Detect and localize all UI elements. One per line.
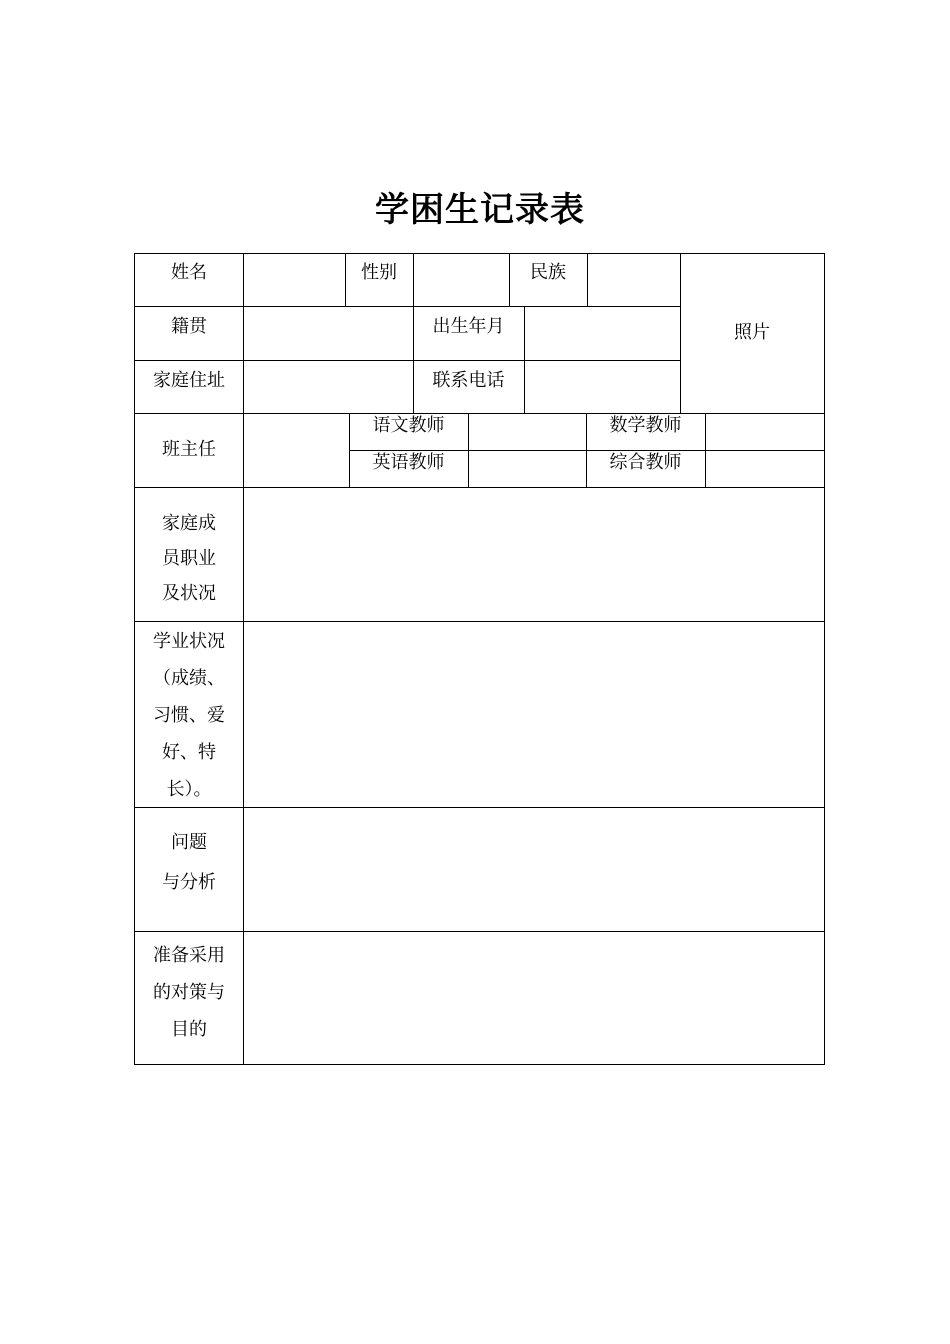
academic-label: 学业状况 （成绩、 习惯、爱 好、特 长）。	[153, 631, 225, 800]
math-teacher-field[interactable]	[706, 414, 824, 450]
hometown-label: 籍贯	[171, 316, 207, 337]
head-teacher-field[interactable]	[244, 414, 349, 487]
strategy-label: 准备采用 的对策与 目的	[153, 945, 225, 1040]
gender-field[interactable]	[414, 254, 509, 306]
general-teacher-field[interactable]	[706, 451, 824, 487]
photo-label: 照片	[734, 322, 770, 343]
ethnicity-field[interactable]	[588, 254, 680, 306]
problem-label: 问题 与分析	[162, 832, 216, 893]
phone-field[interactable]	[525, 361, 680, 413]
name-label: 姓名	[171, 262, 207, 283]
table-border-right	[824, 253, 825, 1065]
family-field[interactable]	[244, 488, 824, 621]
phone-label: 联系电话	[432, 370, 505, 391]
ethnicity-label: 民族	[530, 262, 566, 283]
birth-field[interactable]	[525, 307, 680, 360]
problem-field[interactable]	[244, 808, 824, 931]
head-teacher-label: 班主任	[162, 439, 216, 460]
academic-field[interactable]	[244, 622, 824, 807]
address-field[interactable]	[244, 361, 413, 413]
page-title: 学困生记录表	[375, 190, 585, 230]
chinese-teacher-field[interactable]	[469, 414, 586, 450]
photo-area[interactable]	[680, 253, 824, 413]
address-label: 家庭住址	[153, 370, 225, 391]
gender-label: 性别	[361, 262, 397, 283]
hometown-field[interactable]	[244, 307, 413, 360]
math-teacher-label: 数学教师	[609, 415, 682, 436]
chinese-teacher-label: 语文教师	[372, 415, 445, 436]
english-teacher-field[interactable]	[469, 451, 586, 487]
strategy-field[interactable]	[244, 932, 824, 1064]
family-label: 家庭成 员职业 及状况	[162, 513, 216, 604]
english-teacher-label: 英语教师	[372, 452, 445, 473]
birth-label: 出生年月	[432, 316, 505, 337]
name-field[interactable]	[244, 254, 345, 306]
table-border-bottom	[134, 1064, 825, 1065]
general-teacher-label: 综合教师	[609, 452, 682, 473]
